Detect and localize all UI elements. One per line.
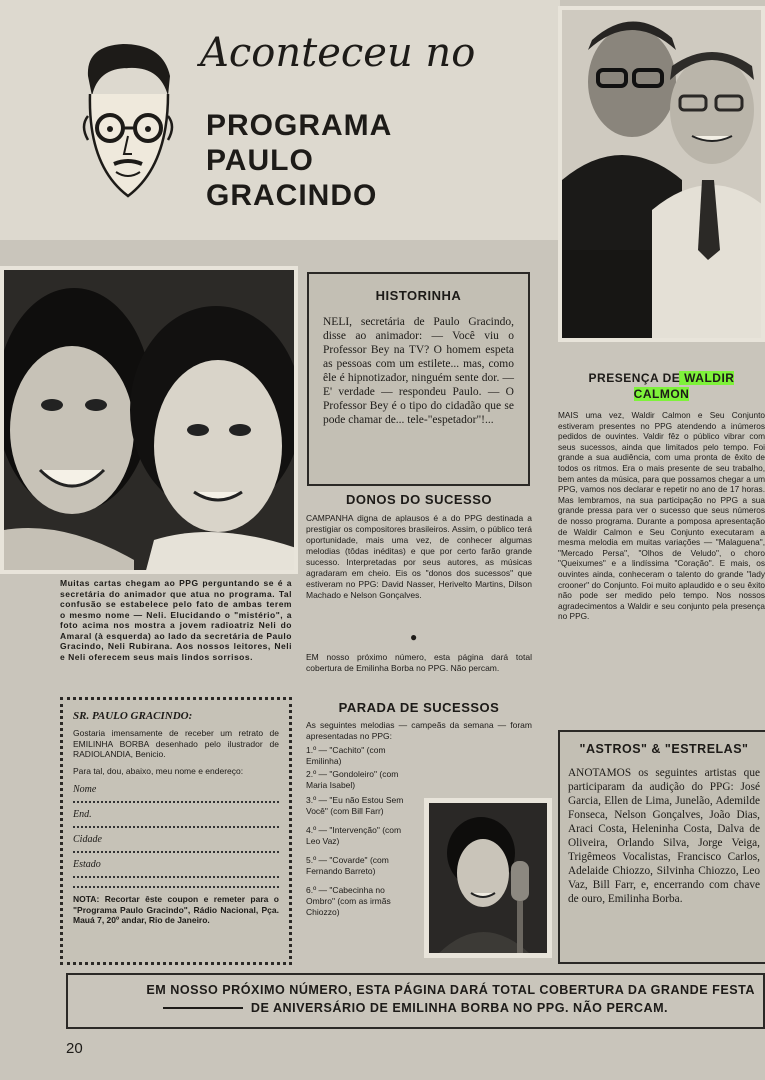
coupon-box (60, 697, 292, 965)
parada-item: 4.º — "Intervenção" (com Leo Vaz) (306, 825, 402, 846)
parada-item: 3.º — "Eu não Estou Sem Você" (com Bill Farr) (306, 795, 404, 816)
banner-rule-left (163, 1007, 243, 1009)
header-title (206, 108, 392, 213)
historinha-box (307, 272, 530, 486)
page-number: 20 (66, 1040, 83, 1057)
header-title-line-3: GRACINDO (206, 179, 378, 212)
astros-body: ANOTAMOS os seguintes artistas que participaram da audição do PPG: José Garcia, Ellen de Lima, Junelão, Ademilde Fonseca, Nelson Gonçalves, João Dias, Araci Costa, Heleninha Costa, Dalva de Oliveira, Orlando Silva, Jorge Veiga, Trigêmeos Vocalistas, Francisco Carlos, Adelaide Chiozzo, Silvinha Chiozzo, Leo Vaz, Bill Farr, e, encerrando com chave de ouro, Emilinha Borba. (568, 767, 760, 905)
parada-item: 2.º — "Gondoleiro" (com Maria Isabel) (306, 769, 399, 790)
coupon-field-label: End. (73, 809, 92, 820)
presenca-title-text-2: CALMON (633, 387, 690, 401)
coupon-field[interactable] (73, 859, 279, 878)
astros-title: "ASTROS" & "ESTRELAS" (579, 742, 749, 756)
photo-emilinha-microphone (424, 798, 552, 958)
donos-title: DONOS DO SUCESSO (346, 492, 492, 507)
coupon-note: NOTA: Recortar êste coupon e remeter para o "Programa Paulo Gracindo", Rádio Nacional, Pça. Mauá 7, 20º andar, Rio de Janeiro. (73, 894, 279, 925)
photo-two-men (558, 6, 765, 342)
parada-item: 1.º — "Cachito" (com Emilinha) (306, 745, 386, 766)
header-title-line-2: PAULO (206, 144, 314, 177)
parada-title: PARADA DE SUCESSOS (338, 700, 500, 715)
coupon-field[interactable] (73, 834, 279, 853)
coupon-field-label: Estado (73, 859, 101, 870)
coupon-field-label: Cidade (73, 834, 102, 845)
coupon-field-label: Nome (73, 784, 97, 795)
photo-caption: Muitas cartas chegam ao PPG perguntando se é a secretária do animador que atua no programa. Tal confusão se estabelece pelo fato de ambas terem o mesmo nome — Neli. Elucidando o "mistério", a foto acima nos mostra a jovem radioatriz Neli do Amaral (à esquerda) ao lado da secretária de Paulo Gracindo, Neli Rubirana. Aos nossos leitores, Neli e Neli oferecem seus mais lindos sorrisos. (60, 578, 292, 662)
coupon-title: SR. PAULO GRACINDO: (73, 710, 193, 722)
banner-line-1: EM NOSSO PRÓXIMO NÚMERO, ESTA PÁGINA DARÁ TOTAL COBERTURA DA GRANDE FESTA (146, 983, 755, 997)
presenca-title-line-1 (558, 370, 765, 386)
donos-bullet: ● (410, 630, 418, 644)
coupon-divider (73, 886, 279, 888)
caricature-illustration (68, 36, 188, 216)
presenca-title-line-2 (558, 386, 765, 402)
parada-intro: As seguintes melodias — campeãs da semana — foram apresentadas no PPG: (306, 720, 532, 741)
donos-note: EM nosso próximo número, esta página dará total cobertura de Emilinha Borba no PPG. Não percam. (306, 652, 532, 673)
historinha-body: NELI, secretária de Paulo Gracindo, disse ao animador: — Você viu o Professor Bey na TV? O homem espeta as pessoas com um estilete... mas, como êle é hipnotizador, ninguém sente dor. — E' verdade — respondeu Paulo. — O Professor Bey é o tipo do cidadão que se pode chamar de... tele-"espetador"!... (323, 316, 514, 426)
historinha-title: HISTORINHA (375, 288, 462, 303)
presenca-body: MAIS uma vez, Waldir Calmon e Seu Conjunto estiveram presentes no PPG atendendo a inúmeros pedidos de ouvintes. Valdir fêz o público vibrar com seus sucessos, ainda que limitados pelo tempo. Foi grande a sua audiência, com uma pronta de êxito de todos os ritmos. Era o mais presente de seu trabalho, bem antes da música, para que possamos chegar a um PPG, vamos nos declarar e repetir no ano de 17 horas. Mas lembramos, na sua participação no PPG a sua grande pressa para ver o sucesso que seus números de nosso programa. Durante a pomposa apresentação de Waldir Calmon e Seu Conjunto executaram a mesma melodia em muitas variações — "Malaguena", "Mercado Persa", "Olhos de Veludo", o choro "Queixumes" e a lindíssima "Coração". E mais, os ouvintes ainda, conheceram o talento do grande "lady crooner" do Conjunto. Foi muito aplaudido e o seu êxito não pode ser medido pelo tempo. Nos nossos agradecimentos a Waldir e seu conjunto pela presença no PPG. (558, 410, 765, 622)
header-script-title: Aconteceu no (200, 30, 476, 76)
bottom-banner (66, 973, 765, 1029)
presenca-title-text-1: PRESENÇA DE WALDIR (588, 371, 735, 385)
coupon-instruction: Para tal, dou, abaixo, meu nome e endereço: (73, 765, 244, 776)
header-title-line-1: PROGRAMA (206, 109, 393, 142)
donos-body: CAMPANHA digna de aplausos é a do PPG destinada a prestigiar os compositores brasileiros. Assim, o público terá oportunidade, mais uma vez, de conhecer algumas melodias (tôdas inéditas) e que por certo farão grande sucesso. Interpretadas por seus autores, as músicas agradaram em cheio. Eis os "donos dos sucessos" que estiveram no PPG: David Nasser, Herivelto Martins, Dilson Machado e Nelson Gonçalves. (306, 513, 532, 600)
coupon-field[interactable] (73, 809, 279, 828)
astros-box (558, 730, 765, 964)
banner-line-2-text: DE ANIVERSÁRIO DE EMILINHA BORBA NO PPG. NÃO PERCAM. (250, 1001, 669, 1015)
coupon-field[interactable] (73, 784, 279, 803)
banner-line-2 (76, 999, 755, 1017)
coupon-text: Gostaria imensamente de receber um retrato de EMILINHA BORBA desenhado pelo ilustrador de RADIOLANDIA, Benicio. (73, 728, 279, 759)
photo-neli-and-neli (0, 266, 298, 574)
presenca-title (558, 370, 765, 402)
parada-item: 6.º — "Cabecinha no Ombro" (com as irmãs Chiozzo) (306, 885, 391, 917)
parada-list (306, 745, 416, 918)
parada-item: 5.º — "Covarde" (com Fernando Barreto) (306, 855, 389, 876)
